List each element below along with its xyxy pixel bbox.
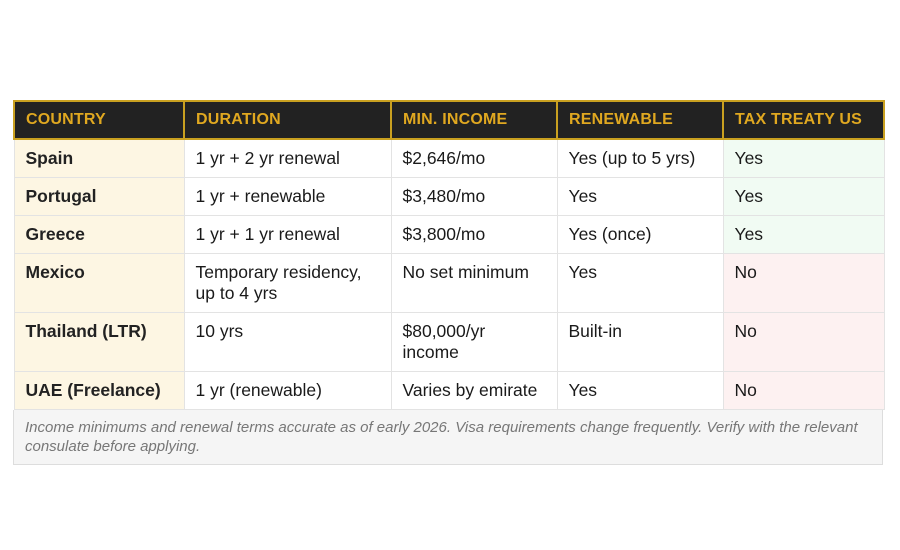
cell-country: Portugal — [14, 178, 184, 216]
header-renewable: RENEWABLE — [557, 101, 723, 139]
cell-duration: 1 yr (renewable) — [184, 372, 391, 410]
table-row — [14, 139, 884, 178]
cell-min-income: No set minimum — [391, 254, 557, 313]
cell-min-income: Varies by emirate — [391, 372, 557, 410]
cell-duration: 10 yrs — [184, 313, 391, 372]
cell-duration: 1 yr + renewable — [184, 178, 391, 216]
table-footnote: Income minimums and renewal terms accurate as of early 2026. Visa requirements change frequently. Verify with the relevant consulate before applying. — [13, 410, 883, 465]
cell-min-income: $80,000/yr income — [391, 313, 557, 372]
cell-renewable: Yes — [557, 178, 723, 216]
cell-tax-treaty: Yes — [723, 178, 884, 216]
cell-duration: Temporary residency, up to 4 yrs — [184, 254, 391, 313]
visa-comparison-table — [13, 100, 885, 410]
cell-country: Mexico — [14, 254, 184, 313]
cell-country: Spain — [14, 139, 184, 178]
cell-renewable: Built-in — [557, 313, 723, 372]
cell-renewable: Yes (up to 5 yrs) — [557, 139, 723, 178]
table-header — [14, 101, 884, 139]
table-row — [14, 216, 884, 254]
header-min-income: MIN. INCOME — [391, 101, 557, 139]
cell-country: Greece — [14, 216, 184, 254]
header-country: COUNTRY — [14, 101, 184, 139]
cell-tax-treaty: No — [723, 313, 884, 372]
table-row — [14, 178, 884, 216]
cell-renewable: Yes — [557, 372, 723, 410]
cell-renewable: Yes (once) — [557, 216, 723, 254]
header-tax-treaty: TAX TREATY US — [723, 101, 884, 139]
cell-duration: 1 yr + 2 yr renewal — [184, 139, 391, 178]
cell-min-income: $3,800/mo — [391, 216, 557, 254]
table-row — [14, 313, 884, 372]
visa-comparison-container — [13, 100, 883, 465]
table-body — [14, 139, 884, 410]
cell-renewable: Yes — [557, 254, 723, 313]
cell-min-income: $2,646/mo — [391, 139, 557, 178]
header-duration: DURATION — [184, 101, 391, 139]
cell-duration: 1 yr + 1 yr renewal — [184, 216, 391, 254]
cell-tax-treaty: No — [723, 254, 884, 313]
cell-country: Thailand (LTR) — [14, 313, 184, 372]
cell-min-income: $3,480/mo — [391, 178, 557, 216]
cell-tax-treaty: No — [723, 372, 884, 410]
cell-tax-treaty: Yes — [723, 216, 884, 254]
table-row — [14, 254, 884, 313]
header-row — [14, 101, 884, 139]
table-row — [14, 372, 884, 410]
cell-country: UAE (Freelance) — [14, 372, 184, 410]
cell-tax-treaty: Yes — [723, 139, 884, 178]
